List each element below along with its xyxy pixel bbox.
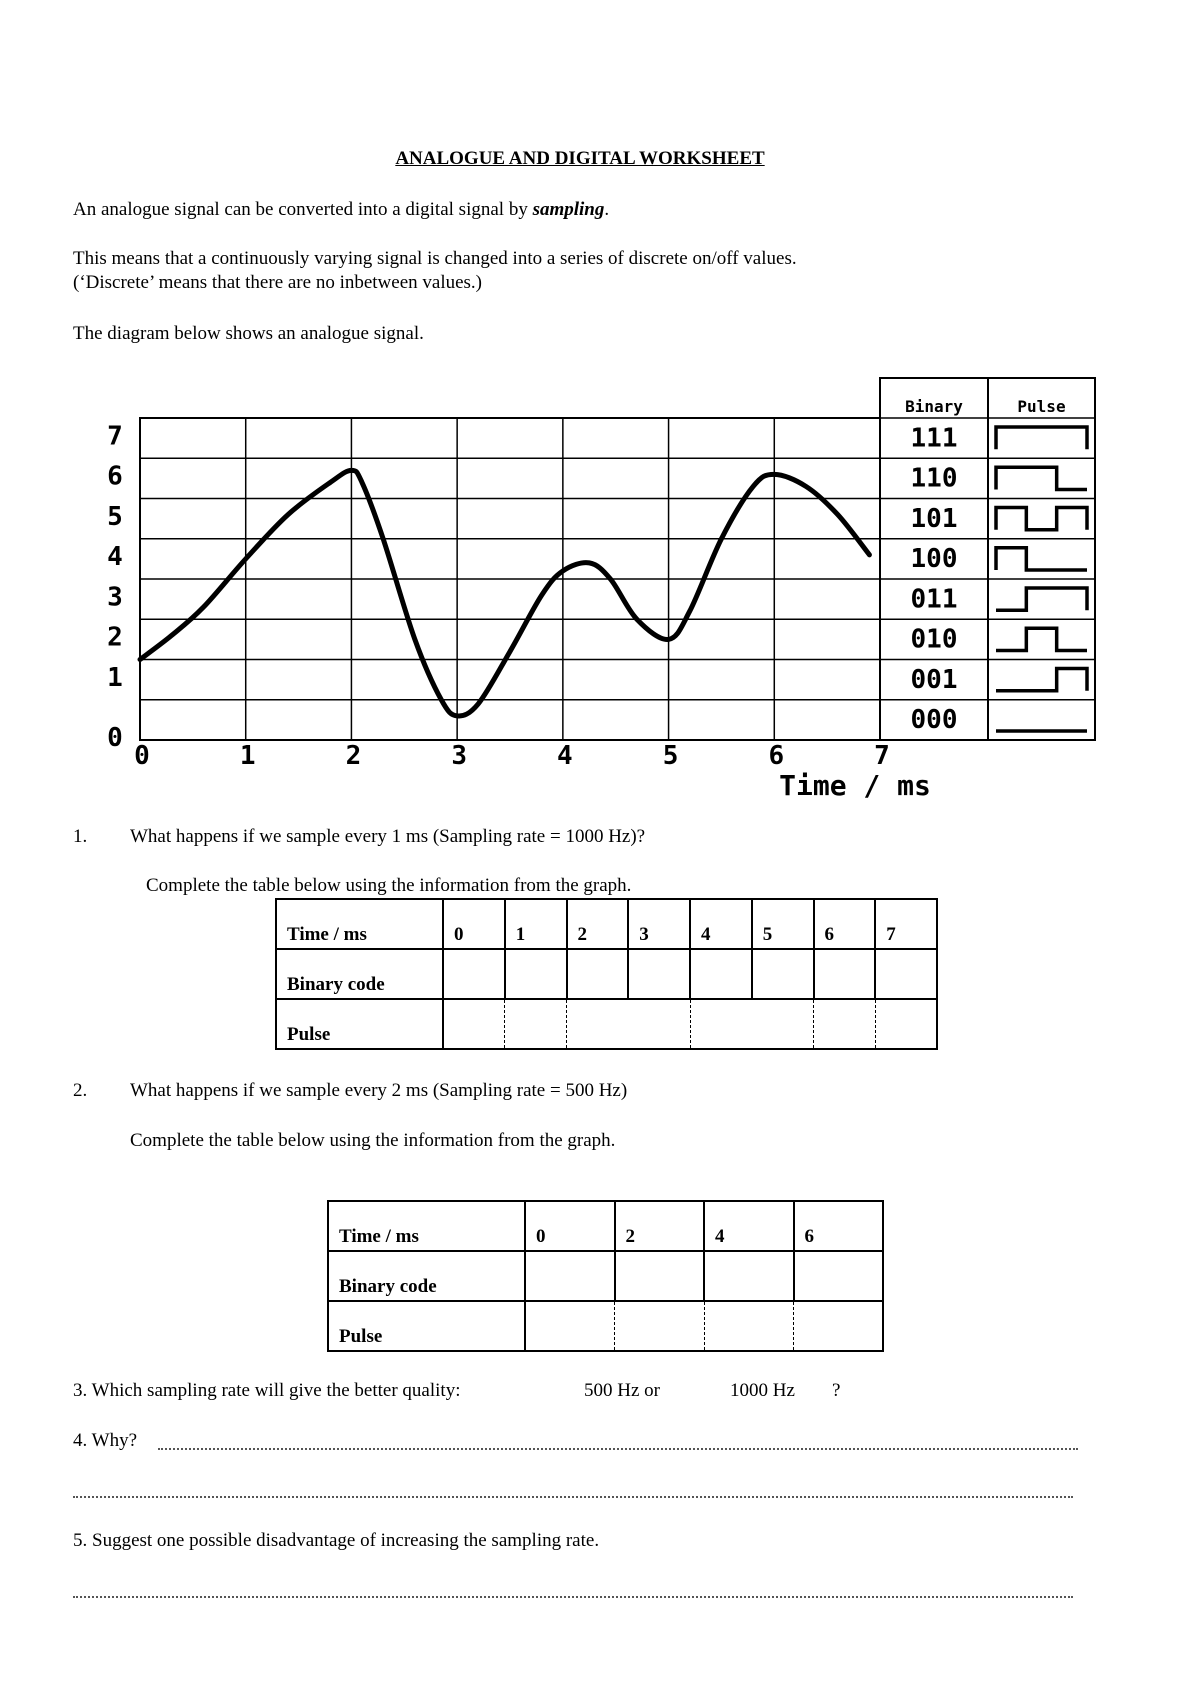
- y-tick-label: 6: [107, 461, 123, 492]
- legend-pulse-waveform: [996, 467, 1087, 489]
- row-label-cell: [328, 1201, 525, 1251]
- x-tick-label: 5: [662, 741, 679, 771]
- time-cell: [505, 899, 567, 949]
- binary-code-input-cell[interactable]: [814, 949, 876, 999]
- x-tick-label: 7: [874, 741, 890, 771]
- time-value: 1: [515, 924, 526, 945]
- q-table-row: [276, 899, 937, 949]
- q3-option-1000hz: 1000 Hz: [730, 1380, 795, 1401]
- q4-answer-line-1[interactable]: [158, 1448, 1078, 1450]
- x-tick-labels: [134, 741, 890, 771]
- q-table-row: [328, 1201, 883, 1251]
- x-tick-label: 1: [239, 741, 256, 771]
- legend-pulse-waveform: [996, 628, 1087, 650]
- q-table-row: [328, 1301, 883, 1351]
- pulse-input-cell[interactable]: [615, 1301, 705, 1351]
- q2-text: What happens if we sample every 2 ms (Sampling rate = 500 Hz): [130, 1080, 628, 1101]
- legend-pulse-waveform: [996, 588, 1087, 610]
- row-label-cell: [276, 949, 443, 999]
- row-label-cell: [328, 1251, 525, 1301]
- pulse-input-cell[interactable]: [690, 999, 752, 1049]
- row-label-cell: [276, 999, 443, 1049]
- y-tick-label: 0: [107, 723, 123, 753]
- intro-diagram-caption: The diagram below shows an analogue signal.: [73, 323, 424, 344]
- time-cell: [704, 1201, 794, 1251]
- worksheet-title: ANALOGUE AND DIGITAL WORKSHEET: [395, 148, 765, 169]
- legend-binary-code: 101: [910, 503, 958, 534]
- binary-code-input-cell[interactable]: [567, 949, 629, 999]
- time-cell: [615, 1201, 705, 1251]
- intro-discrete-sentence: This means that a continuously varying signal is changed into a series of discrete on/off values.: [73, 248, 797, 269]
- legend-binary-code: 001: [910, 664, 958, 695]
- row-label: Time / ms: [287, 924, 367, 945]
- sampling-term: sampling: [532, 199, 605, 220]
- binary-code-input-cell[interactable]: [690, 949, 752, 999]
- y-tick-label: 1: [107, 662, 123, 693]
- time-value: 3: [639, 924, 649, 945]
- legend-binary-code: 111: [910, 423, 958, 454]
- q1-number: 1.: [73, 826, 88, 847]
- q1-table: [275, 898, 938, 1050]
- time-cell: [628, 899, 690, 949]
- binary-code-input-cell[interactable]: [752, 949, 814, 999]
- time-cell: [690, 899, 752, 949]
- binary-code-input-cell[interactable]: [794, 1251, 884, 1301]
- legend-pulse-waveform: [996, 508, 1087, 530]
- x-tick-label: 4: [557, 741, 573, 771]
- q-table-row: [276, 999, 937, 1049]
- binary-code-input-cell[interactable]: [628, 949, 690, 999]
- q2-number: 2.: [73, 1080, 88, 1101]
- q-table-row: [328, 1251, 883, 1301]
- binary-code-input-cell[interactable]: [443, 949, 505, 999]
- q3-option-500hz: 500 Hz or: [584, 1380, 660, 1401]
- time-value: 2: [625, 1226, 635, 1247]
- time-cell: [525, 1201, 615, 1251]
- x-tick-label: 0: [134, 741, 150, 771]
- legend-pulse-waveform: [996, 669, 1087, 691]
- row-label: Binary code: [339, 1276, 437, 1297]
- legend-binary-code: 010: [910, 624, 958, 655]
- intro-text: An analogue signal can be converted into a digital signal by: [73, 199, 533, 220]
- q3-question-mark: ?: [832, 1380, 841, 1401]
- x-tick-label: 3: [451, 741, 467, 771]
- pulse-input-cell[interactable]: [814, 999, 876, 1049]
- intro-discrete-definition: (‘Discrete’ means that there are no inbetween values.): [73, 272, 483, 293]
- pulse-input-cell[interactable]: [794, 1301, 884, 1351]
- legend-pulse-waveform: [996, 427, 1087, 449]
- time-value: 2: [577, 924, 587, 945]
- binary-code-input-cell[interactable]: [875, 949, 937, 999]
- chart-grid: [140, 418, 880, 740]
- q4-text: 4. Why?: [73, 1430, 138, 1451]
- pulse-input-cell[interactable]: [525, 1301, 615, 1351]
- time-cell: [443, 899, 505, 949]
- time-value: 0: [536, 1226, 546, 1247]
- row-label: Binary code: [287, 974, 385, 995]
- y-tick-label: 4: [107, 542, 123, 572]
- binary-code-input-cell[interactable]: [525, 1251, 615, 1301]
- analogue-signal-chart: [0, 0, 1200, 800]
- time-cell: [752, 899, 814, 949]
- y-tick-label: 2: [107, 622, 123, 653]
- pulse-input-cell[interactable]: [567, 999, 629, 1049]
- row-label: Pulse: [287, 1024, 331, 1045]
- time-value: 7: [886, 924, 896, 945]
- time-value: 5: [762, 924, 773, 945]
- q2-instruction: Complete the table below using the information from the graph.: [130, 1130, 616, 1151]
- time-cell: [794, 1201, 884, 1251]
- y-tick-label: 3: [107, 582, 123, 613]
- q1-text: What happens if we sample every 1 ms (Sampling rate = 1000 Hz)?: [130, 826, 646, 847]
- q4-answer-line-2[interactable]: [73, 1496, 1073, 1498]
- time-value: 0: [454, 924, 464, 945]
- legend-pulse-waveform: [996, 548, 1087, 570]
- x-axis-label: Time / ms: [779, 769, 931, 800]
- legend-binary-code: 011: [910, 584, 958, 615]
- legend-binary-code: 110: [910, 463, 958, 494]
- row-label-cell: [276, 899, 443, 949]
- analogue-signal-line: [140, 470, 869, 716]
- time-value: 4: [715, 1226, 725, 1247]
- y-tick-label: 5: [107, 501, 123, 532]
- legend-binary-code: 000: [910, 705, 958, 735]
- binary-code-input-cell[interactable]: [615, 1251, 705, 1301]
- pulse-input-cell[interactable]: [505, 999, 567, 1049]
- time-value: 6: [804, 1226, 814, 1247]
- legend-header-pulse: Pulse: [1017, 397, 1066, 416]
- x-tick-label: 6: [768, 741, 785, 771]
- binary-pulse-legend: [880, 378, 1095, 740]
- pulse-input-cell[interactable]: [628, 999, 690, 1049]
- pulse-input-cell[interactable]: [752, 999, 814, 1049]
- time-cell: [814, 899, 876, 949]
- pulse-input-cell[interactable]: [443, 999, 505, 1049]
- row-label: Pulse: [339, 1326, 383, 1347]
- time-cell: [875, 899, 937, 949]
- y-tick-labels: [107, 421, 123, 753]
- legend-header-binary: Binary: [905, 397, 963, 416]
- q1-instruction: Complete the table below using the information from the graph.: [146, 875, 632, 896]
- x-tick-label: 2: [345, 741, 362, 771]
- binary-code-input-cell[interactable]: [704, 1251, 794, 1301]
- row-label: Time / ms: [339, 1226, 419, 1247]
- q2-table: [327, 1200, 884, 1352]
- pulse-input-cell[interactable]: [704, 1301, 794, 1351]
- q5-text: 5. Suggest one possible disadvantage of increasing the sampling rate.: [73, 1530, 600, 1551]
- q5-answer-line[interactable]: [73, 1596, 1073, 1598]
- intro-period: .: [604, 199, 610, 220]
- binary-code-input-cell[interactable]: [505, 949, 567, 999]
- time-value: 4: [701, 924, 711, 945]
- time-cell: [567, 899, 629, 949]
- q-table-row: [276, 949, 937, 999]
- q3-text: 3. Which sampling rate will give the better quality:: [73, 1380, 461, 1401]
- time-value: 6: [824, 924, 834, 945]
- row-label-cell: [328, 1301, 525, 1351]
- y-tick-label: 7: [107, 421, 123, 452]
- pulse-input-cell[interactable]: [875, 999, 937, 1049]
- legend-binary-code: 100: [910, 544, 958, 574]
